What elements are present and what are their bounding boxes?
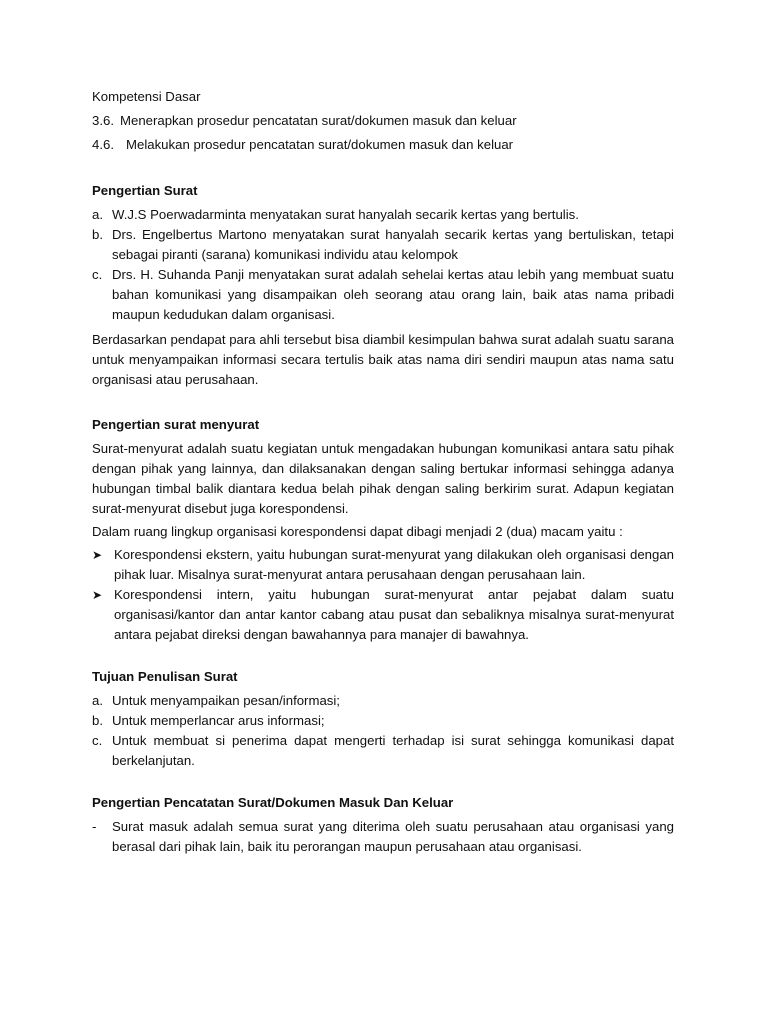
arrow-bullet-icon: ➤ — [92, 548, 103, 562]
kd-item-text: Melakukan prosedur pencatatan surat/dokumen masuk dan keluar — [126, 137, 514, 152]
list-item — [92, 711, 674, 731]
list-item-text: Untuk membuat si penerima dapat mengerti terhadap isi surat sehingga komunikasi dapat berkelanjutan. — [112, 733, 674, 768]
korespondensi-list — [92, 545, 674, 645]
list-item — [92, 205, 674, 225]
list-item-text: Korespondensi ekstern, yaitu hubungan surat-menyurat yang dilakukan oleh organisasi dengan pihak luar. Misalnya surat-menyurat antara perusahaan dengan perusahaan lain. — [114, 547, 674, 582]
list-item — [92, 691, 674, 711]
section-spacer — [92, 393, 674, 415]
section-heading-pengertian-surat: Pengertian Surat — [92, 183, 198, 198]
list-item — [92, 585, 674, 645]
list-marker: c. — [92, 267, 103, 282]
kd-item-number: 3.6. — [92, 113, 114, 128]
list-item-text: Drs. H. Suhanda Panji menyatakan surat adalah sehelai kertas atau lebih yang membuat suatu bahan komunikasi yang disampaikan oleh seorang atau orang lain, baik atas nama pribadi maupun kedudukan dalam organisasi. — [112, 267, 674, 322]
kd-item — [92, 111, 674, 131]
list-item-text: Untuk memperlancar arus informasi; — [112, 713, 325, 728]
document-body — [92, 87, 674, 857]
section-heading-surat-menyurat: Pengertian surat menyurat — [92, 417, 260, 432]
list-marker: a. — [92, 207, 103, 222]
pengertian-surat-list — [92, 205, 674, 325]
list-item — [92, 731, 674, 771]
section-spacer — [92, 159, 674, 181]
list-item-text: Surat masuk adalah semua surat yang diterima oleh suatu perusahaan atau organisasi yang berasal dari pihak lain, baik itu perorangan maupun perusahaan atau organisasi. — [112, 819, 674, 854]
conclusion-paragraph: Berdasarkan pendapat para ahli tersebut bisa diambil kesimpulan bahwa surat adalah suatu sarana untuk menyampaikan informasi secara tertulis baik atas nama diri sendiri maupun atas nama satu organisasi atau perusahaan. — [92, 332, 674, 387]
list-item-text: W.J.S Poerwadarminta menyatakan surat hanyalah secarik kertas yang bertulis. — [112, 207, 579, 222]
list-item — [92, 545, 674, 585]
korespondensi-intro: Dalam ruang lingkup organisasi korespondensi dapat dibagi menjadi 2 (dua) macam yaitu : — [92, 524, 623, 539]
tujuan-list — [92, 691, 674, 771]
list-marker: b. — [92, 227, 103, 242]
surat-menyurat-paragraph: Surat-menyurat adalah suatu kegiatan untuk mengadakan hubungan komunikasi antara satu pihak dengan pihak yang lainnya, dan dilaksanakan dengan saling bertukar informasi sehingga adanya hubungan timbal balik diantara kedua belah pihak dengan saling berkirim surat. Adapun kegiatan surat-menyurat disebut juga korespondensi. — [92, 441, 674, 516]
arrow-bullet-icon: ➤ — [92, 588, 103, 602]
pencatatan-list — [92, 817, 674, 857]
list-marker: a. — [92, 693, 103, 708]
list-marker: b. — [92, 713, 103, 728]
kd-title: Kompetensi Dasar — [92, 89, 201, 104]
section-spacer — [92, 771, 674, 793]
list-item-text: Drs. Engelbertus Martono menyatakan surat hanyalah secarik kertas yang bertuliskan, tetapi sebagai piranti (sarana) komunikasi individu atau kelompok — [112, 227, 674, 262]
list-item — [92, 817, 674, 857]
kd-item-number: 4.6. — [92, 137, 114, 152]
section-heading-tujuan: Tujuan Penulisan Surat — [92, 669, 238, 684]
section-heading-pencatatan: Pengertian Pencatatan Surat/Dokumen Masuk Dan Keluar — [92, 795, 454, 810]
list-item — [92, 225, 674, 265]
list-marker: - — [92, 819, 97, 834]
section-spacer — [92, 645, 674, 667]
list-marker: c. — [92, 733, 103, 748]
list-item — [92, 265, 674, 325]
list-item-text: Untuk menyampaikan pesan/informasi; — [112, 693, 340, 708]
kd-item — [92, 135, 674, 155]
kd-item-text: Menerapkan prosedur pencatatan surat/dokumen masuk dan keluar — [120, 113, 517, 128]
list-item-text: Korespondensi intern, yaitu hubungan surat-menyurat antar pejabat dalam suatu organisasi/kantor dan antar kantor cabang atau pusat dan sebaliknya misalnya surat-menyurat antara pejabat direksi dengan bawahannya para manajer di bawahnya. — [114, 587, 674, 642]
